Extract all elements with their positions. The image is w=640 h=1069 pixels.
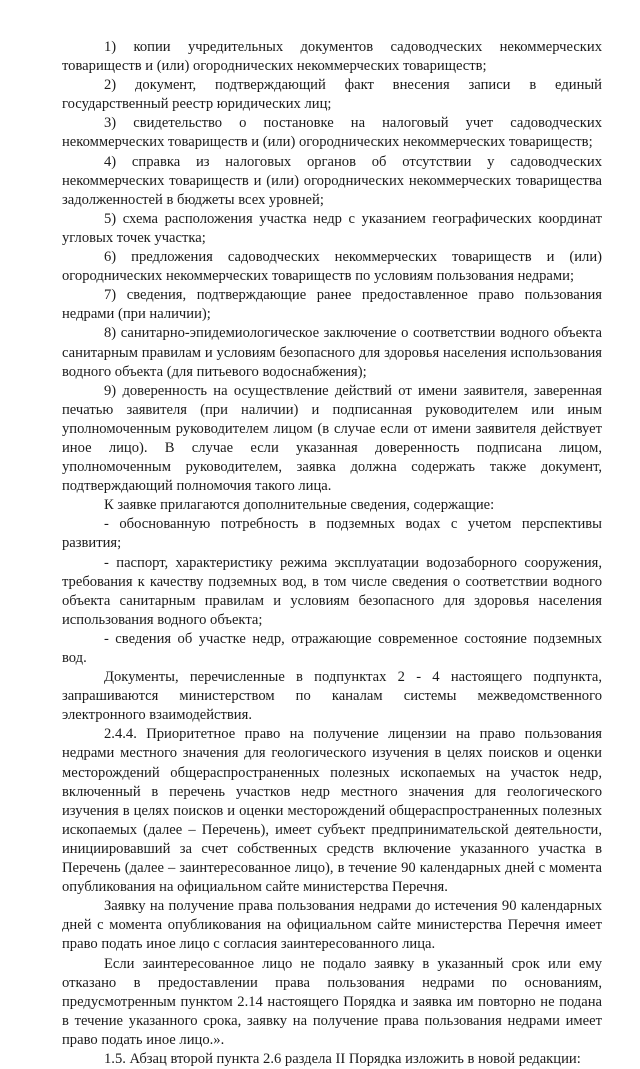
document-body — [62, 38, 602, 1069]
paragraph-refusal: Если заинтересованное лицо не подало заявку в указанный срок или ему отказано в предоставлении права пользования недрами по основаниям, предусмотренным пунктом 2.14 настоящего Порядка и заявка им повторно не подана в течение указанного срока, заявку на получение права пользования недрами имеет право подать иное лицо.». — [62, 955, 602, 1048]
paragraph-item-6: 6) предложения садоводческих некоммерческих товариществ и (или) огороднических некоммерческих товариществ по условиям пользования недрами; — [62, 249, 602, 285]
paragraph-item-7: 7) сведения, подтверждающие ранее предоставленное право пользования недрами (при наличии); — [62, 287, 602, 323]
paragraph-2-4-4: 2.4.4. Приоритетное право на получение лицензии на право пользования недрами местного значения для геологического изучения в целях поисков и оценки месторождений общераспространенных полезных ископаемых на участок недр, включенный в перечень участков недр местного значения для геологического изучения в целях поисков и оценки месторождений общераспространенных полезных ископаемых (далее – Перечень), имеет субъект предпринимательской деятельности, инициировавший за счет собственных средств включение указанного участка в Перечень (далее – заинтересованное лицо), в течение 90 календарных дней с момента опубликования на официальном сайте министерства Перечня. — [62, 726, 602, 896]
paragraph-item-3: 3) свидетельство о постановке на налоговый учет садоводческих некоммерческих товариществ и (или) огороднических некоммерческих товариществ; — [62, 115, 602, 151]
paragraph-item-9: 9) доверенность на осуществление действий от имени заявителя, заверенная печатью заявителя (при наличии) и подписанная руководителем или иным уполномоченным руководителем лицом (в случае если от имени заявителя действует иное лицо). В случае если указанная доверенность подписана лицом, уполномоченным руководителем, заявка должна содержать также документ, подтверждающий полномочия такого лица. — [62, 382, 602, 495]
paragraph-item-4: 4) справка из налоговых органов об отсутствии у садоводческих некоммерческих товариществ и (или) огороднических некоммерческих товарищества задолженностей в бюджеты всех уровней; — [62, 153, 602, 208]
paragraph-application-other: Заявку на получение права пользования недрами до истечения 90 календарных дней с момента опубликования на официальном сайте министерства Перечня имеет право подать иное лицо с согласия заинтересованного лица. — [62, 898, 602, 953]
paragraph-item-5: 5) схема расположения участка недр с указанием географических координат угловых точек участка; — [62, 210, 602, 246]
paragraph-item-8: 8) санитарно-эпидемиологическое заключение о соответствии водного объекта санитарным правилам и условиям безопасного для здоровья населения использования водного объекта (для питьевого водоснабжения); — [62, 325, 602, 380]
paragraph-dash-1: - обоснованную потребность в подземных водах с учетом перспективы развития; — [62, 516, 602, 552]
paragraph-documents-request: Документы, перечисленные в подпунктах 2 - 4 настоящего подпункта, запрашиваются министерством по каналам системы межведомственного электронного взаимодействия. — [62, 669, 602, 724]
paragraph-dash-3: - сведения об участке недр, отражающие современное состояние подземных вод. — [62, 630, 602, 666]
paragraph-dash-2: - паспорт, характеристику режима эксплуатации водозаборного сооружения, требования к качеству подземных вод, в том числе сведения о соответствии водного объекта санитарным правилам и условиям безопасного для здоровья населения использования водного объекта; — [62, 554, 602, 628]
paragraph-1-5: 1.5. Абзац второй пункта 2.6 раздела II Порядка изложить в новой редакции: — [104, 1050, 581, 1067]
paragraph-attachments-intro: К заявке прилагаются дополнительные сведения, содержащие: — [104, 497, 495, 514]
paragraph-item-2: 2) документ, подтверждающий факт внесения записи в единый государственный реестр юридических лиц; — [62, 77, 602, 113]
paragraph-item-1: 1) копии учредительных документов садоводческих некоммерческих товариществ и (или) огороднических некоммерческих товариществ; — [62, 39, 602, 75]
